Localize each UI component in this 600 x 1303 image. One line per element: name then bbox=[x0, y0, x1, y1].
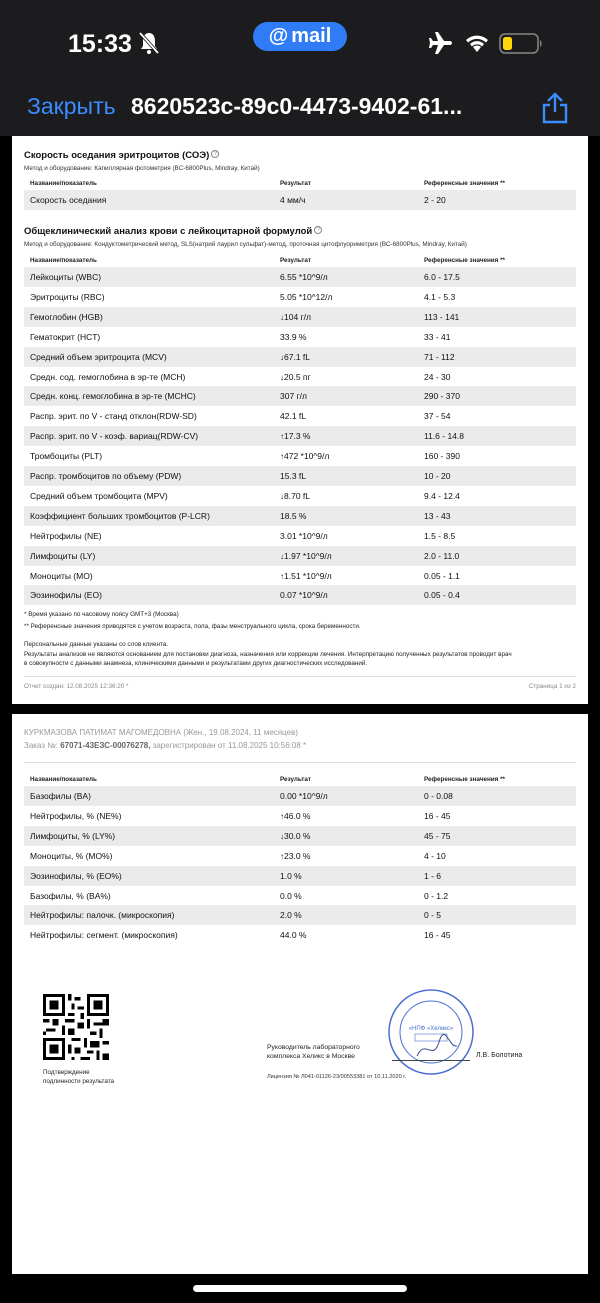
license-text: Лицензия № Л041-01126-23/00553381 от 10.11.2020 г. bbox=[267, 1074, 407, 1080]
row-name: Эозинофилы (EO) bbox=[30, 590, 102, 601]
divider bbox=[24, 676, 576, 677]
row-ref: 0 - 0.08 bbox=[424, 791, 453, 801]
arrow-down-icon: ↓ bbox=[280, 491, 284, 501]
table-row bbox=[24, 585, 576, 605]
row-result: 0.07 *10^9/л bbox=[280, 590, 328, 601]
row-result: 3.01 *10^9/л bbox=[280, 530, 328, 541]
nav-bar bbox=[0, 80, 600, 136]
row-name: Лимфоциты, % (LY%) bbox=[30, 830, 116, 841]
arrow-up-icon: ↑ bbox=[280, 851, 284, 861]
row-name: Базофилы, % (BA%) bbox=[30, 890, 111, 901]
table-row bbox=[24, 426, 576, 446]
row-result: ↑472 *10^9/л bbox=[280, 451, 330, 462]
divider bbox=[24, 762, 576, 763]
footnote-1: * Время указано по часовому поясу GMT+3 (Москва) bbox=[24, 611, 179, 618]
row-ref: 0.05 - 1.1 bbox=[424, 570, 460, 581]
row-name: Нейтрофилы, % (NE%) bbox=[30, 810, 122, 821]
table-row bbox=[24, 466, 576, 486]
row-name: Лейкоциты (WBC) bbox=[30, 272, 102, 282]
header-result: Результат bbox=[280, 776, 311, 783]
row-ref: 0 - 1.2 bbox=[424, 890, 449, 901]
row-result: 0.0 % bbox=[280, 890, 302, 901]
row-result: 18.5 % bbox=[280, 510, 307, 521]
row-result: ↓8.70 fL bbox=[280, 490, 310, 501]
row-name: Нейтрофилы: палочк. (микроскопия) bbox=[30, 910, 175, 921]
row-name: Средн. конц. гемоглобина в эр-те (MCHC) bbox=[30, 391, 196, 402]
document-page-2 bbox=[12, 714, 588, 1274]
row-ref: 0 - 5 bbox=[424, 910, 442, 921]
table-row bbox=[24, 406, 576, 426]
wifi-icon bbox=[463, 32, 491, 54]
footnote-2: ** Референсные значения приводятся с учетом возраста, пола, фазы менструального цикла, срока беременности. bbox=[24, 623, 361, 630]
header-result: Результат bbox=[280, 180, 311, 187]
method-cbc: Метод и оборудование: Кондуктометрический метод, SLS(натрий лаурил сульфат)-метод, проточная цитофлуориметрия (BC-6800Plus, Mindray, Китай) bbox=[24, 241, 467, 248]
table-row bbox=[24, 267, 576, 287]
row-name: Тромбоциты (PLT) bbox=[30, 451, 103, 462]
home-indicator[interactable] bbox=[193, 1285, 407, 1292]
row-result: ↓67.1 fL bbox=[280, 351, 310, 362]
at-icon: @ bbox=[268, 25, 289, 47]
row-name: Лимфоциты (LY) bbox=[30, 550, 96, 561]
order-number: 67071-43ЕЗС-00076278, bbox=[60, 741, 151, 750]
row-ref: 160 - 390 bbox=[424, 451, 460, 462]
row-ref: 113 - 141 bbox=[424, 311, 460, 322]
arrow-down-icon: ↓ bbox=[280, 312, 284, 322]
row-ref: 16 - 45 bbox=[424, 810, 451, 821]
row-ref: 11.6 - 14.8 bbox=[424, 431, 465, 442]
airplane-mode-icon bbox=[428, 31, 454, 55]
table-row bbox=[24, 566, 576, 586]
row-ref: 1.5 - 8.5 bbox=[424, 530, 456, 541]
table-row bbox=[24, 846, 576, 866]
table-row bbox=[24, 347, 576, 367]
header-name: Название/показатель bbox=[30, 776, 97, 783]
table-row bbox=[24, 486, 576, 506]
close-button[interactable]: Закрыть bbox=[27, 93, 116, 119]
row-name: Нейтрофилы: сегмент. (микроскопия) bbox=[30, 930, 178, 941]
row-result: ↑1.51 *10^9/л bbox=[280, 570, 332, 581]
row-name: Эритроциты (RBC) bbox=[30, 291, 105, 302]
status-time: 15:33 bbox=[68, 30, 132, 58]
arrow-up-icon: ↑ bbox=[280, 432, 284, 442]
personal-note: Персональные данные указаны со слов клиента. bbox=[24, 641, 168, 648]
row-result: 5.05 *10^12/л bbox=[280, 291, 333, 302]
table-header bbox=[24, 257, 576, 267]
row-result: 307 г/л bbox=[280, 391, 307, 402]
signature-line bbox=[392, 1060, 470, 1061]
row-result: 1.0 % bbox=[280, 870, 302, 881]
row-result: ↑46.0 % bbox=[280, 810, 311, 821]
row-ref: 0.05 - 0.4 bbox=[424, 590, 460, 601]
header-name: Название/показатель bbox=[30, 257, 97, 264]
row-ref: 71 - 112 bbox=[424, 351, 455, 362]
silent-bell-icon bbox=[138, 31, 160, 55]
arrow-down-icon: ↓ bbox=[280, 831, 284, 841]
row-result: 44.0 % bbox=[280, 930, 307, 941]
row-name: Моноциты (MO) bbox=[30, 570, 93, 581]
qr-code[interactable] bbox=[43, 994, 109, 1060]
row-result: 33.9 % bbox=[280, 331, 307, 342]
table-header bbox=[24, 776, 576, 786]
row-name: Средний объем тромбоцита (MPV) bbox=[30, 490, 168, 501]
row-name: Гемоглобин (HGB) bbox=[30, 311, 103, 322]
row-result: 2.0 % bbox=[280, 910, 302, 921]
row-result: 42.1 fL bbox=[280, 411, 306, 422]
row-ref: 45 - 75 bbox=[424, 830, 451, 841]
stamp-text: «НПФ «Хеликс» bbox=[408, 1026, 454, 1032]
row-ref: 1 - 6 bbox=[424, 870, 442, 881]
row-name: Эозинофилы, % (EO%) bbox=[30, 870, 122, 881]
arrow-down-icon: ↓ bbox=[280, 372, 284, 382]
row-ref: 10 - 20 bbox=[424, 471, 451, 481]
row-name: Нейтрофилы (NE) bbox=[30, 530, 102, 541]
disclaimer-line-2: в совокупности с данными анамнеза, клиническими данными и результатами других диагностических исследований. bbox=[24, 660, 368, 667]
header-name: Название/показатель bbox=[30, 180, 97, 187]
arrow-up-icon: ↑ bbox=[280, 811, 284, 821]
row-result: 6.55 *10^9/л bbox=[280, 272, 328, 282]
info-icon: ? bbox=[211, 150, 219, 158]
qr-caption: Подтверждение подлинности результата bbox=[43, 1069, 115, 1085]
patient-info: КУРКМАЗОВА ПАТИМАТ МАГОМЕДОВНА (Жен., 19.08.2024, 11 месяцев) bbox=[24, 728, 298, 737]
header-result: Результат bbox=[280, 257, 311, 264]
row-name: Распр. тромбоцитов по объему (PDW) bbox=[30, 471, 182, 481]
table-row bbox=[24, 925, 576, 945]
section-title-cbc: Общеклинический анализ крови с лейкоцитарной формулой ? bbox=[24, 226, 322, 237]
row-result: 0.00 *10^9/л bbox=[280, 791, 328, 801]
row-name: Распр. эрит. по V - станд отклон(RDW-SD) bbox=[30, 411, 197, 422]
mail-app-pill[interactable] bbox=[253, 22, 347, 51]
row-ref: 37 - 54 bbox=[424, 411, 451, 422]
share-icon[interactable] bbox=[541, 92, 569, 124]
row-name: Базофилы (BA) bbox=[30, 791, 91, 801]
table-row bbox=[24, 866, 576, 886]
table-header bbox=[24, 180, 576, 190]
table-row bbox=[24, 307, 576, 327]
report-created: Отчет создан: 12.08.2025 12:36:20 * bbox=[24, 683, 129, 690]
table-row bbox=[24, 905, 576, 925]
header-ref: Референсные значения ** bbox=[424, 180, 505, 187]
row-ref: 4 - 10 bbox=[424, 850, 446, 861]
order-info: Заказ №: 67071-43ЕЗС-00076278, зарегистрирован от 11.08.2025 10:56:08 * bbox=[24, 741, 307, 750]
page-number: Страница 1 из 2 bbox=[528, 683, 576, 690]
table-row bbox=[24, 386, 576, 406]
row-result: ↓20.5 пг bbox=[280, 371, 311, 382]
table-row bbox=[24, 327, 576, 347]
status-bar bbox=[0, 0, 600, 80]
row-ref: 2.0 - 11.0 bbox=[424, 550, 460, 561]
row-ref: 9.4 - 12.4 bbox=[424, 490, 460, 501]
row-name: Коэффициент больших тромбоцитов (P-LCR) bbox=[30, 510, 210, 521]
document-page-1 bbox=[12, 136, 588, 704]
arrow-up-icon: ↑ bbox=[280, 452, 284, 462]
row-result: ↑17.3 % bbox=[280, 431, 311, 442]
row-name: Средний объем эритроцита (MCV) bbox=[30, 351, 167, 362]
row-name: Гематокрит (HCT) bbox=[30, 331, 101, 342]
table-row bbox=[24, 367, 576, 387]
row-result: ↓1.97 *10^9/л bbox=[280, 550, 332, 561]
arrow-up-icon: ↑ bbox=[280, 571, 284, 581]
row-name: Распр. эрит. по V - коэф. вариац(RDW-CV) bbox=[30, 431, 199, 442]
arrow-down-icon: ↓ bbox=[280, 551, 284, 561]
table-row: Скорость оседания 4 мм/ч 2 - 20 bbox=[24, 190, 576, 210]
signer-title: Руководитель лабораторного комплекса Хеликс в Москве bbox=[267, 1044, 360, 1060]
table-row bbox=[24, 506, 576, 526]
table-row bbox=[24, 806, 576, 826]
header-ref: Референсные значения ** bbox=[424, 257, 505, 264]
table-row bbox=[24, 526, 576, 546]
mail-label: mail bbox=[291, 25, 332, 47]
table-row bbox=[24, 786, 576, 806]
row-result: 15.3 fL bbox=[280, 471, 306, 481]
disclaimer-line-1: Результаты анализов не являются основанием для постановки диагноза, назначения или коррекции лечения. Интерпретацию полученных результатов проводит врач bbox=[24, 651, 512, 658]
row-ref: 24 - 30 bbox=[424, 371, 451, 382]
lab-stamp bbox=[387, 988, 475, 1076]
method-esr: Метод и оборудование: Капиллярная фотометрия (BC-6800Plus, Mindray, Китай) bbox=[24, 165, 260, 172]
section-title-esr: Скорость оседания эритроцитов (СОЭ) ? bbox=[24, 150, 219, 161]
row-ref: 13 - 43 bbox=[424, 510, 451, 521]
row-result: ↓104 г/л bbox=[280, 311, 311, 322]
document-title: 8620523c-89c0-4473-9402-61... bbox=[131, 93, 463, 119]
row-name: Моноциты, % (MO%) bbox=[30, 850, 113, 861]
row-ref: 33 - 41 bbox=[424, 331, 451, 342]
row-ref: 4.1 - 5.3 bbox=[424, 291, 456, 302]
table-row bbox=[24, 546, 576, 566]
info-icon: ? bbox=[314, 226, 322, 234]
table-row bbox=[24, 826, 576, 846]
battery-icon bbox=[499, 33, 543, 54]
table-row bbox=[24, 446, 576, 466]
table-row bbox=[24, 886, 576, 906]
row-result: ↑23.0 % bbox=[280, 850, 311, 861]
signer-name: Л.В. Болотина bbox=[476, 1052, 523, 1059]
row-result: ↓30.0 % bbox=[280, 830, 311, 841]
header-ref: Референсные значения ** bbox=[424, 776, 505, 783]
row-name: Средн. сод. гемоглобина в эр-те (MCH) bbox=[30, 371, 186, 382]
arrow-down-icon: ↓ bbox=[280, 352, 284, 362]
row-ref: 290 - 370 bbox=[424, 391, 460, 402]
row-ref: 16 - 45 bbox=[424, 930, 451, 941]
table-row bbox=[24, 287, 576, 307]
row-ref: 6.0 - 17.5 bbox=[424, 272, 460, 282]
